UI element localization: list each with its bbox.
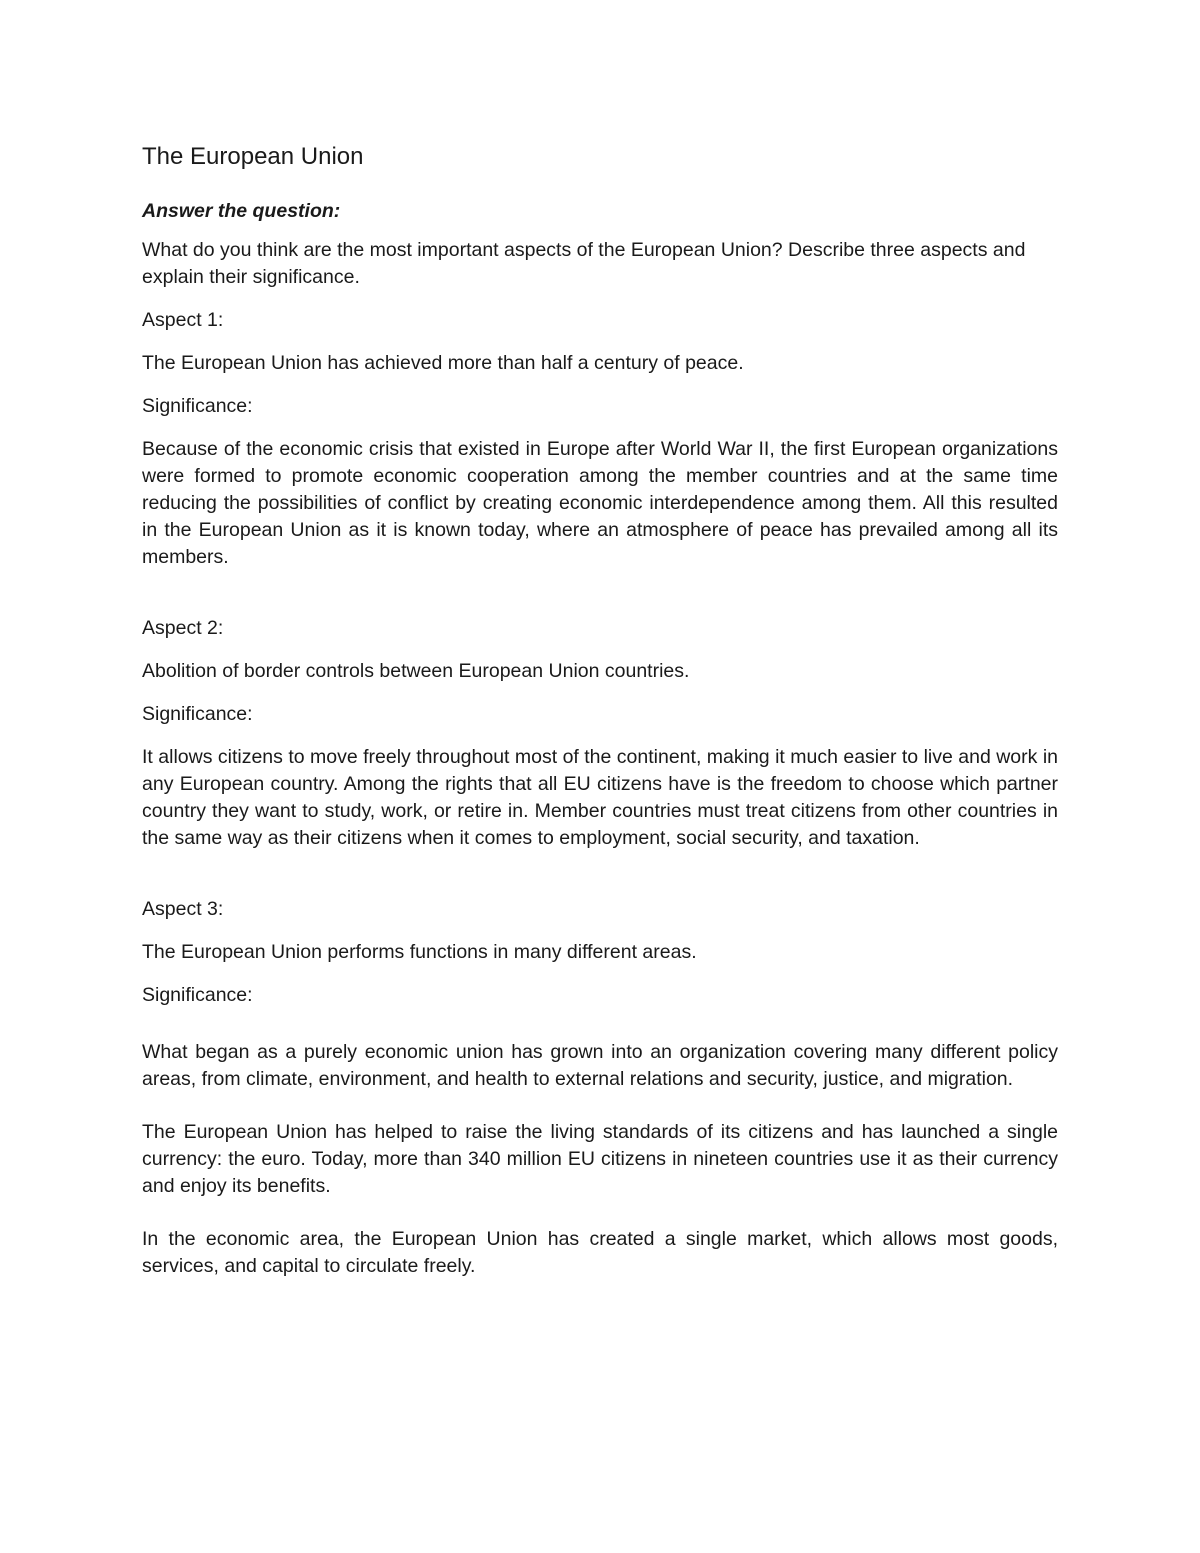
aspect-1	[142, 307, 1058, 571]
prompt-label: Answer the question:	[142, 200, 341, 222]
aspect-statement: Abolition of border controls between European Union countries.	[142, 660, 690, 682]
aspect-heading: Aspect 2:	[142, 617, 224, 639]
question-text: What do you think are the most important aspects of the European Union? Describe three aspects and explain their significance.	[142, 239, 1026, 288]
significance-paragraph: In the economic area, the European Union has created a single market, which allows most goods, services, and capital to circulate freely.	[142, 1228, 1058, 1277]
significance-paragraph: Because of the economic crisis that existed in Europe after World War II, the first European organizations were formed to promote economic cooperation among the member countries and at the same time reducing the possibilities of conflict by creating economic interdependence among them. All this resulted in the European Union as it is known today, where an atmosphere of peace has prevailed among all its members.	[142, 438, 1058, 568]
aspect-heading: Aspect 3:	[142, 898, 224, 920]
significance-label: Significance:	[142, 984, 253, 1006]
aspect-3	[142, 896, 1058, 1280]
document-page	[142, 142, 1058, 1296]
significance-paragraph: It allows citizens to move freely throughout most of the continent, making it much easier to live and work in any European country. Among the rights that all EU citizens have is the freedom to choose which partner country they want to study, work, or retire in. Member countries must treat citizens from other countries in the same way as their citizens when it comes to employment, social security, and taxation.	[142, 746, 1058, 849]
significance-paragraph: What began as a purely economic union has grown into an organization covering many different policy areas, from climate, environment, and health to external relations and security, justice, and migration.	[142, 1041, 1058, 1090]
aspect-2	[142, 615, 1058, 852]
document-title: The European Union	[142, 143, 364, 170]
significance-paragraph: The European Union has helped to raise the living standards of its citizens and has launched a single currency: the euro. Today, more than 340 million EU citizens in nineteen countries use it as their currency and enjoy its benefits.	[142, 1121, 1058, 1197]
aspect-statement: The European Union has achieved more than half a century of peace.	[142, 352, 744, 374]
aspect-statement: The European Union performs functions in many different areas.	[142, 941, 697, 963]
significance-label: Significance:	[142, 703, 253, 725]
aspect-heading: Aspect 1:	[142, 309, 224, 331]
significance-label: Significance:	[142, 395, 253, 417]
